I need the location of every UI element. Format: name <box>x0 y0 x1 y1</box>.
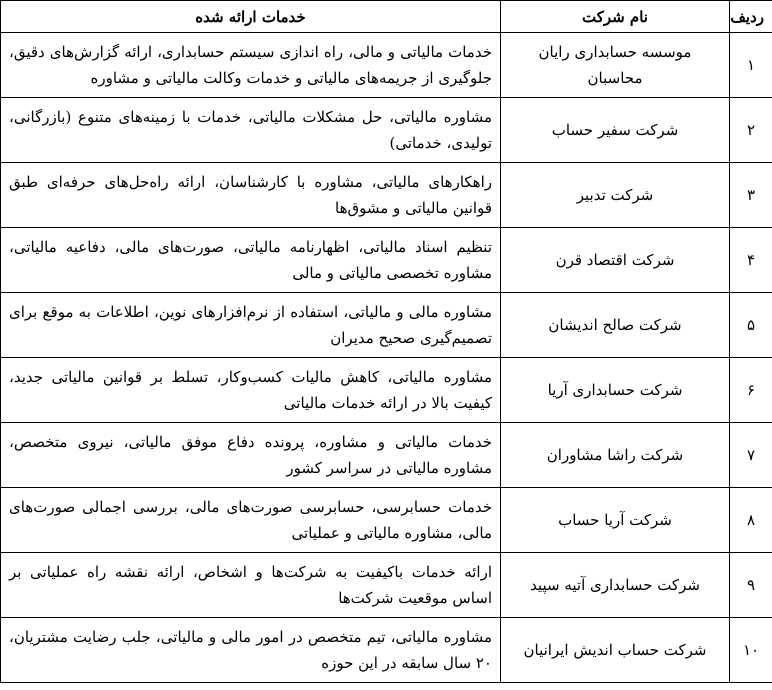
header-row-number: ردیف <box>730 1 772 33</box>
company-name: شرکت تدبیر <box>501 163 730 228</box>
table-row <box>1 358 772 423</box>
row-number: ۱۰ <box>730 618 772 683</box>
company-name: شرکت اقتصاد قرن <box>501 228 730 293</box>
services-description: خدمات حسابرسی، حسابرسی صورت‌های مالی، بررسی اجمالی صورت‌های مالی، مشاوره مالیاتی و عملیاتی <box>1 488 501 553</box>
table-header <box>1 1 772 33</box>
services-description: خدمات مالیاتی و مالی، راه اندازی سیستم حسابداری، ارائه گزارش‌های دقیق، جلوگیری از جریمه‌های مالیاتی و خدمات وکالت مالیاتی و مشاوره <box>1 33 501 98</box>
row-number: ۲ <box>730 98 772 163</box>
row-number: ۶ <box>730 358 772 423</box>
company-name: شرکت حسابداری آتیه سپید <box>501 553 730 618</box>
header-services: خدمات ارائه شده <box>1 1 501 33</box>
row-number: ۱ <box>730 33 772 98</box>
table-row <box>1 423 772 488</box>
table-row <box>1 553 772 618</box>
header-row <box>1 1 772 33</box>
services-description: خدمات مالیاتی و مشاوره، پرونده دفاع موفق مالیاتی، نیروی متخصص، مشاوره مالیاتی در سراسر کشور <box>1 423 501 488</box>
table-row <box>1 293 772 358</box>
table-row <box>1 618 772 683</box>
row-number: ۷ <box>730 423 772 488</box>
services-description: ارائه خدمات باکیفیت به شرکت‌ها و اشخاص، ارائه نقشه راه عملیاتی بر اساس موقعیت شرکت‌ها <box>1 553 501 618</box>
table-row <box>1 163 772 228</box>
row-number: ۹ <box>730 553 772 618</box>
company-name: شرکت راشا مشاوران <box>501 423 730 488</box>
services-description: مشاوره مالیاتی، تیم متخصص در امور مالی و مالیاتی، جلب رضایت مشتریان، ۲۰ سال سابقه در این حوزه <box>1 618 501 683</box>
company-name: شرکت حساب اندیش ایرانیان <box>501 618 730 683</box>
company-name: شرکت سفیر حساب <box>501 98 730 163</box>
row-number: ۴ <box>730 228 772 293</box>
header-company-name: نام شرکت <box>501 1 730 33</box>
table-row <box>1 228 772 293</box>
row-number: ۸ <box>730 488 772 553</box>
table-row <box>1 33 772 98</box>
table-row <box>1 488 772 553</box>
table-body <box>1 33 772 683</box>
services-description: مشاوره مالیاتی، کاهش مالیات کسب‌وکار، تسلط بر قوانین مالیاتی جدید، کیفیت بالا در ارائه خدمات مالیاتی <box>1 358 501 423</box>
row-number: ۳ <box>730 163 772 228</box>
services-description: تنظیم اسناد مالیاتی، اظهارنامه مالیاتی، صورت‌های مالی، دفاعیه مالیاتی، مشاوره تخصصی مالیاتی و مالی <box>1 228 501 293</box>
services-description: مشاوره مالیاتی، حل مشکلات مالیاتی، خدمات با زمینه‌های متنوع (بازرگانی، تولیدی، خدماتی) <box>1 98 501 163</box>
company-name: شرکت صالح اندیشان <box>501 293 730 358</box>
table-row <box>1 98 772 163</box>
services-description: مشاوره مالی و مالیاتی، استفاده از نرم‌افزارهای نوین، اطلاعات به موقع برای تصمیم‌گیری صحیح مدیران <box>1 293 501 358</box>
company-name: شرکت آریا حساب <box>501 488 730 553</box>
row-number: ۵ <box>730 293 772 358</box>
services-description: راهکارهای مالیاتی، مشاوره با کارشناسان، ارائه راه‌حل‌های حرفه‌ای طبق قوانین مالیاتی و مشوق‌ها <box>1 163 501 228</box>
company-name: شرکت حسابداری آریا <box>501 358 730 423</box>
company-name: موسسه حسابداری رایان محاسبان <box>501 33 730 98</box>
